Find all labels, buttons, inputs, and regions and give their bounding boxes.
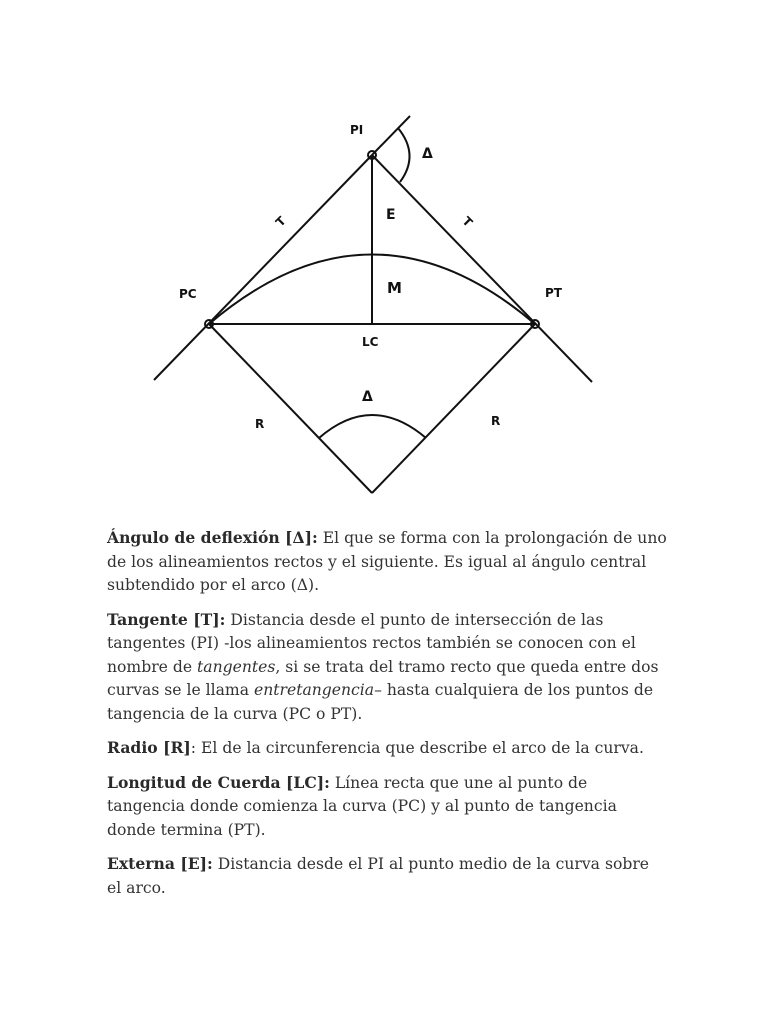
label-pc: PC (179, 287, 197, 301)
label-delta-central: Δ (362, 389, 373, 405)
definition-long-chord (107, 771, 667, 843)
definition-emphasis: entretangencia (253, 681, 375, 699)
definition-emphasis: tangentes (197, 657, 276, 676)
definition-external (107, 852, 667, 900)
label-tangent-right: T (459, 213, 476, 230)
definition-body: , si se trata del tramo recto que queda entre dos curvas se le llama (107, 657, 659, 699)
definition-body: Línea recta que une al punto de tangencia donde comienza la curva (PC) y al punto de tangencia donde termina (PT). (107, 773, 617, 839)
deflection-angle-arc (398, 128, 410, 182)
definition-body: El que se forma con la prolongación de uno de los alineamientos rectos y el siguiente. Es igual al ángulo central subtendido por el arco (Δ). (107, 529, 667, 594)
definitions-text (107, 526, 667, 910)
label-pt: PT (545, 286, 562, 300)
label-long-chord: LC (362, 335, 379, 349)
label-pi: PI (350, 123, 364, 137)
definition-term: Radio [R] (107, 738, 191, 757)
definition-body: : El de la circunferencia que describe el arco de la curva. (190, 739, 644, 757)
curve-diagram (0, 0, 768, 510)
label-external: E (386, 207, 396, 223)
definition-radius (107, 736, 667, 761)
tangent-line-left (154, 155, 372, 380)
definition-term: Externa [E]: (107, 854, 213, 873)
label-radius-left: R (255, 417, 265, 431)
tangent-line-right (372, 155, 592, 382)
central-angle-arc (319, 415, 426, 438)
definition-body: Distancia desde el punto de intersección de las tangentes (PI) -los alineamientos rectos también se conocen con el nombre de (107, 610, 636, 676)
definition-tangent (107, 608, 667, 727)
definition-term: Longitud de Cuerda [LC]: (107, 772, 330, 792)
label-tangent-left: T (272, 213, 289, 230)
label-radius-right: R (491, 414, 501, 428)
definition-body: Distancia desde el PI al punto medio de la curva sobre el arco. (107, 855, 649, 897)
label-middle-ordinate: M (387, 279, 402, 297)
label-delta-deflection: Δ (422, 146, 433, 162)
radius-line-right (372, 324, 535, 493)
radius-line-left (209, 324, 372, 493)
definition-body: – hasta cualquiera de los puntos de tangencia de la curva (PC o PT). (107, 681, 654, 723)
definition-deflection-angle (107, 526, 667, 598)
definition-term: Tangente [T]: (107, 609, 226, 629)
definition-term: Ángulo de deflexión [Δ]: (107, 528, 318, 547)
